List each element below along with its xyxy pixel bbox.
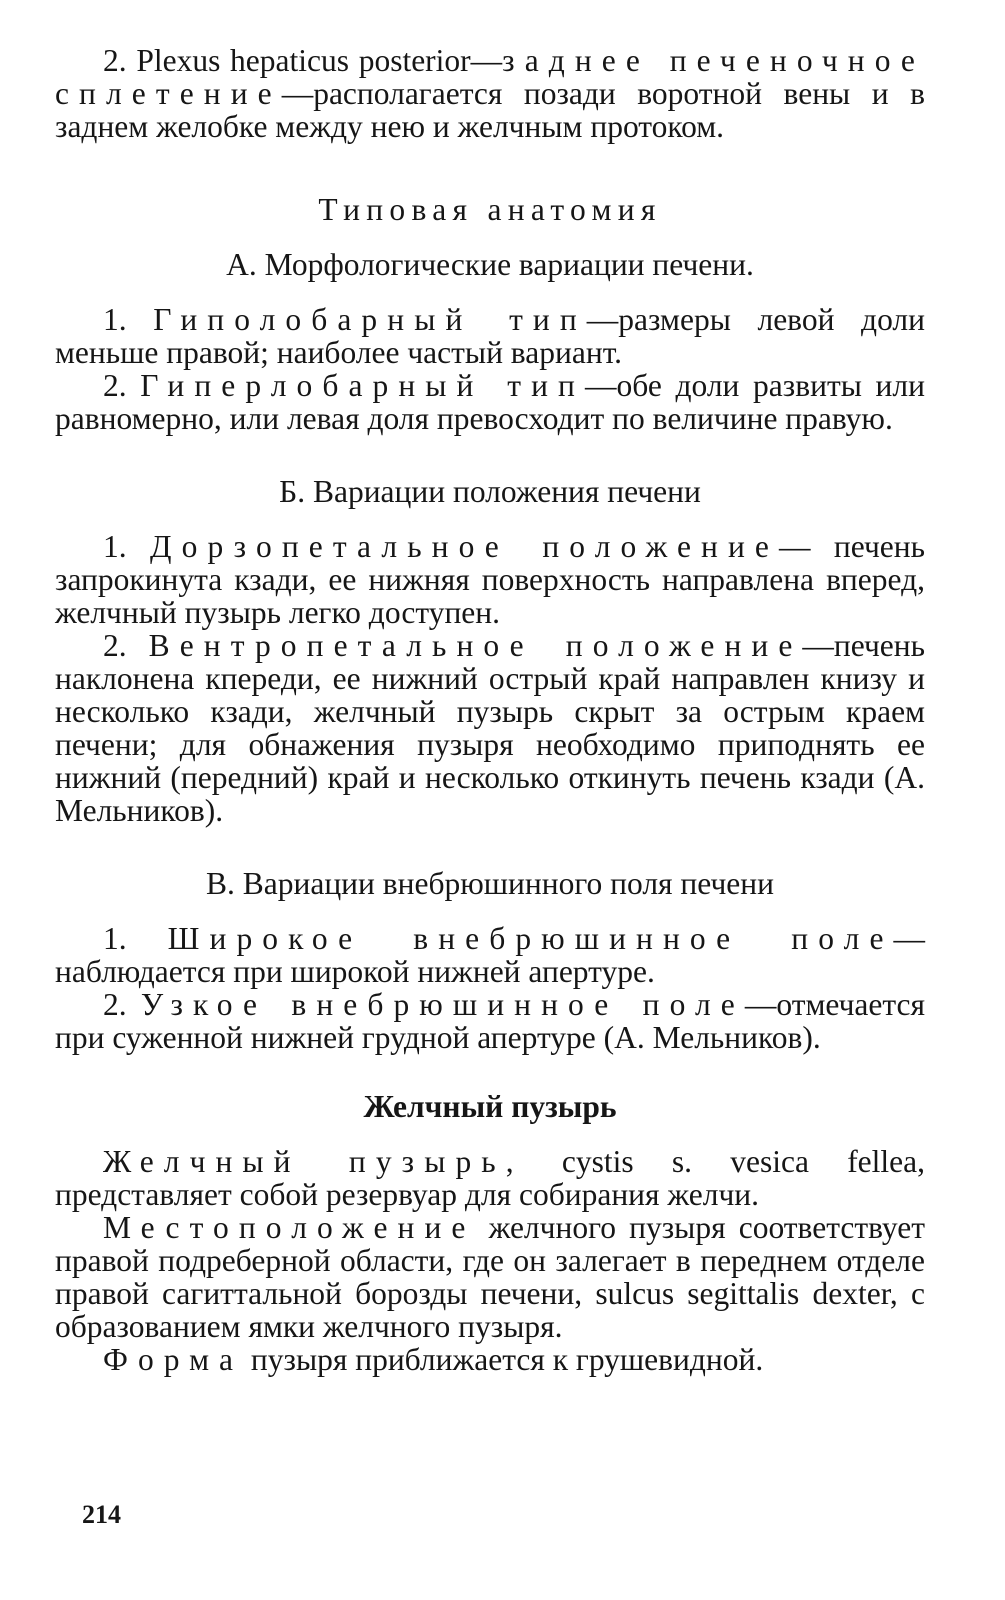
item-term: Вентропетальное положение: [148, 628, 803, 663]
item-term: Дорзопетальное положение: [150, 529, 779, 564]
paragraph-term: Желчный пузырь,: [103, 1144, 524, 1179]
item-text: —наблюдается при широкой нижней апертуре.: [55, 921, 926, 989]
item-text: — печень запрокинута кзади, ее нижняя поверхность направлена вперед, желчный пузырь легко доступен.: [55, 529, 926, 630]
section-a-heading: А. Морфологические вариации печени.: [226, 247, 754, 282]
section-a-item-1: [55, 303, 925, 369]
item-text: —обе доли развиты или равномерно, или левая доля превосходит по величине правую.: [55, 368, 925, 436]
typical-anatomy-title: Типовая анатомия: [318, 192, 662, 227]
item-text: —печень наклонена кпереди, ее нижний острый край направлен книзу и несколько кзади, желчный пузырь скрыт за острым краем печени; для обнажения пузыря необходимо приподнять ее нижний (передний) край и несколько откинуть печень кзади (А. Мельников).: [55, 628, 925, 828]
item-number: 2.: [103, 628, 127, 663]
section-c-item-1: [55, 922, 925, 988]
intro-ru-name: заднее печеночное сплетение: [55, 43, 925, 111]
section-a-item-2: [55, 369, 925, 435]
paragraph-term: Форма: [103, 1342, 244, 1377]
paragraph-term: Местоположение: [103, 1210, 476, 1245]
intro-dash: —: [470, 43, 503, 78]
intro-item-number: 2.: [103, 43, 127, 78]
intro-text: —располагается позади воротной вены и в заднем желобке между нею и желчным протоком.: [55, 76, 925, 144]
item-number: 2.: [103, 987, 127, 1022]
item-number: 1.: [103, 921, 127, 956]
book-page: [55, 44, 925, 1376]
item-term: Гиперлобарный тип: [140, 368, 585, 403]
paragraph-text: пузыря приближается к грушевидной.: [243, 1342, 764, 1377]
intro-paragraph: [55, 44, 925, 143]
item-text: —отмечается при суженной нижней грудной апертуре (А. Мельников).: [55, 987, 926, 1055]
gallbladder-paragraph-3: [55, 1343, 925, 1376]
page-number: 214: [82, 1500, 121, 1529]
gallbladder-paragraph-1: [55, 1145, 925, 1211]
gallbladder-paragraph-2: [55, 1211, 925, 1343]
intro-latin-name: Plexus hepaticus posterior: [136, 43, 471, 78]
gallbladder-title: Желчный пузырь: [363, 1089, 617, 1124]
item-number: 1.: [103, 302, 127, 337]
section-b-heading: Б. Вариации положения печени: [279, 474, 701, 509]
item-term: Широкое внебрюшинное поле: [167, 921, 894, 956]
section-b-item-2: [55, 629, 925, 827]
section-c-item-2: [55, 988, 925, 1054]
section-c-heading: В. Вариации внебрюшинного поля печени: [205, 866, 774, 901]
paragraph-text: желчного пузыря соответствует правой подреберной области, где он залегает в переднем отделе правой сагиттальной борозды печени, sulcus segittalis dexter, с образованием ямки желчного пузыря.: [55, 1210, 925, 1344]
section-b-item-1: [55, 530, 925, 629]
item-number: 1.: [103, 529, 127, 564]
item-term: Гиполобарный тип: [153, 302, 587, 337]
paragraph-text: cystis s. vesica fellea, представляет собой резервуар для собирания желчи.: [55, 1144, 926, 1212]
item-text: —размеры левой доли меньше правой; наиболее частый вариант.: [55, 302, 925, 370]
item-term: Узкое внебрюшинное поле: [140, 987, 745, 1022]
item-number: 2.: [103, 368, 127, 403]
